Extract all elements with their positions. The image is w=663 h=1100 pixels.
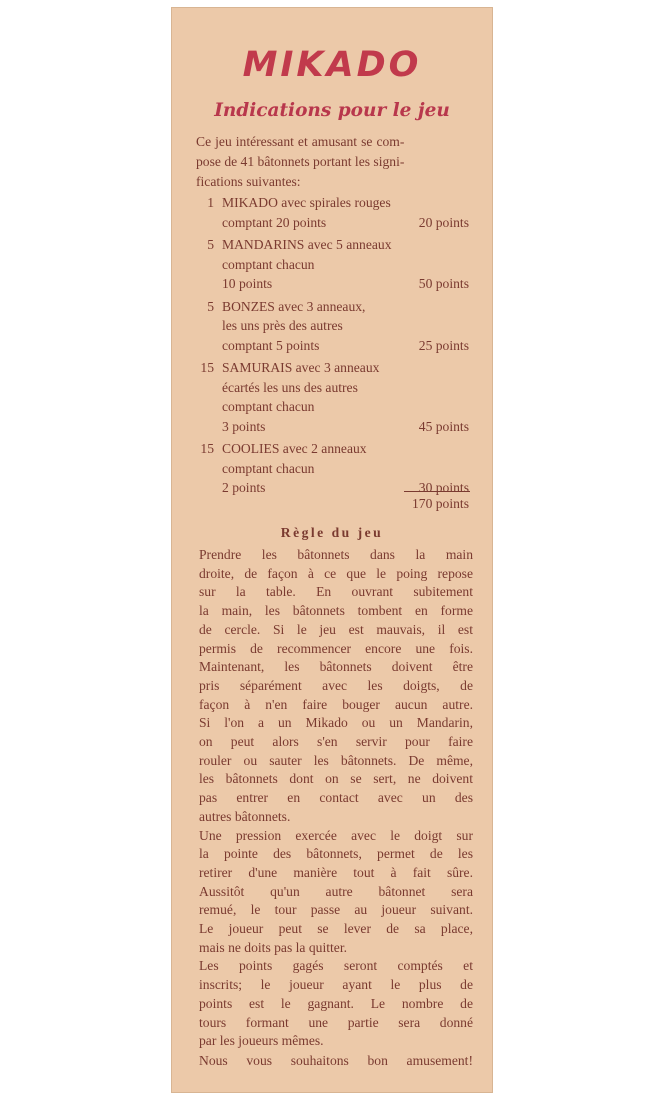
item-quantity: 15 [200,441,214,456]
intro-line: pose de 41 bâtonnets portant les signi- [196,154,405,169]
item-points: 45 points [418,418,469,434]
rules-line: remué, le tour passe au joueur suivant. [199,902,473,918]
rules-line: Aussitôt qu'un autre bâtonnet sera [199,883,473,899]
rules-line: Si l'on a un Mikado ou un Mandarin, [199,715,473,731]
rules-line: de cercle. Si le jeu est mauvais, il est [199,621,473,637]
rules-line: points est le gagnant. Le nombre de [199,995,473,1011]
rules-line: sur la table. En ouvrant subitement [199,584,473,600]
rules-line: pris séparément avec les doigts, de [199,677,473,693]
sum-divider [404,491,470,492]
item-description: MANDARINS avec 5 anneaux [222,237,392,252]
intro-line: Ce jeu intéressant et amusant se com- [196,134,405,149]
item-description: 10 points [222,276,273,291]
pieces-list [171,193,493,498]
item-description: MIKADO avec spirales rouges [222,195,391,210]
item-quantity: 5 [207,237,214,252]
rules-heading: Règle du jeu [280,525,384,540]
rules-line: façon à n'en faire bouger aucun autre. [199,696,473,712]
rules-line: pas entrer en contact avec un des [199,790,473,806]
item-description: 3 points [222,418,266,434]
item-points: 20 points [418,214,469,230]
rules-line: droite, de façon à ce que le poing repose [199,565,473,581]
item-points: 25 points [418,337,469,353]
intro-paragraph [196,132,404,192]
rules-line: permis de recommencer encore une fois. [199,640,473,656]
rules-line: autres bâtonnets. [199,808,291,824]
closing-line: Nous vous souhaitons bon amusement! [199,1053,473,1068]
item-description: comptant chacun [222,460,315,476]
points-total: 170 points [411,496,469,511]
rules-line: les bâtonnets dont on se sert, ne doivent [199,771,473,787]
item-description: COOLIES avec 2 anneaux [222,441,367,456]
item-quantity: 5 [207,298,214,314]
item-description: comptant 5 points [222,337,320,353]
item-description: écartés les uns des autres [222,379,358,395]
rules-line: Maintenant, les bâtonnets doivent être [199,659,473,675]
rules-line: mais ne doits pas la quitter. [199,939,347,955]
rules-line: rouler ou sauter les bâtonnets. De même, [199,752,473,768]
item-quantity: 1 [207,195,214,210]
item-points: 50 points [418,276,469,291]
document-subtitle: Indications pour le jeu [214,100,450,121]
item-description: comptant 20 points [222,214,327,230]
rules-line: tours formant une partie sera donné [199,1014,473,1030]
item-description: SAMURAIS avec 3 anneaux [222,360,380,375]
rules-line: la pointe des bâtonnets, permet de les [199,846,473,862]
rules-line: Une pression exercée avec le doigt sur [199,827,473,843]
rules-line: par les joueurs mêmes. [199,1033,324,1049]
rules-line: la main, les bâtonnets tombent en forme [199,603,473,619]
item-description: BONZES avec 3 anneaux, [222,298,366,314]
rules-line: Le joueur peut se lever de sa place, [199,921,473,937]
intro-line: fications suivantes: [196,174,301,189]
item-description: les uns près des autres [222,318,343,333]
rules-line: inscrits; le joueur ayant le plus de [199,977,473,993]
item-points: 30 points [418,480,469,495]
item-description: comptant chacun [222,256,315,272]
item-description: 2 points [222,480,266,495]
document-title: MIKADO [242,45,422,85]
item-quantity: 15 [200,360,214,375]
rules-line: Les points gagés seront comptés et [199,958,473,974]
instruction-sheet [171,7,493,1093]
rules-paragraph [199,546,473,1051]
rules-line: retirer d'une manière tout à fait sûre. [199,864,473,880]
rules-line: on peut alors s'en servir pour faire [199,734,473,750]
item-description: comptant chacun [222,399,315,414]
rules-line: Prendre les bâtonnets dans la main [199,547,473,562]
